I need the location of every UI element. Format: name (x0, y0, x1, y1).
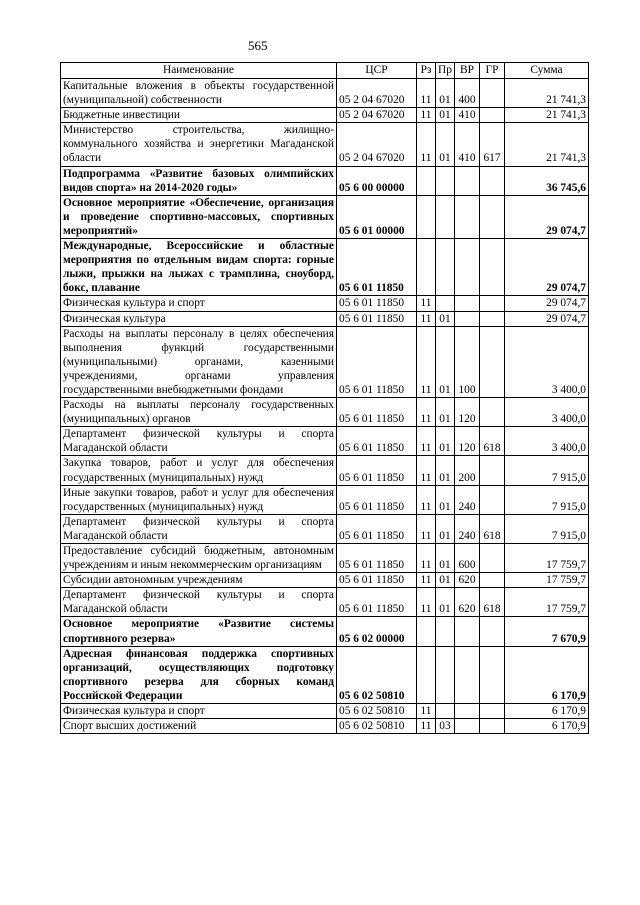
cell-name: Департамент физической культуры и спорта Магаданской области (61, 514, 337, 543)
table-body (61, 79, 589, 734)
cell-sum: 3 400,0 (505, 427, 589, 456)
cell-csr: 05 6 01 11850 (337, 588, 417, 617)
cell-gr (480, 398, 505, 427)
cell-pr: 01 (436, 79, 455, 108)
cell-csr: 05 6 01 11850 (337, 398, 417, 427)
table-row (61, 311, 589, 326)
cell-vr: 600 (455, 544, 480, 573)
cell-csr: 05 6 01 11850 (337, 296, 417, 311)
cell-sum: 17 759,7 (505, 588, 589, 617)
cell-pr: 01 (436, 108, 455, 123)
cell-vr (455, 617, 480, 646)
table-row (61, 456, 589, 485)
header-vr: ВР (455, 63, 480, 79)
cell-rz: 11 (417, 704, 436, 719)
table-row (61, 573, 589, 588)
cell-csr: 05 6 02 50810 (337, 704, 417, 719)
cell-csr: 05 6 01 11850 (337, 514, 417, 543)
cell-csr: 05 6 02 00000 (337, 617, 417, 646)
cell-sum: 6 170,9 (505, 719, 589, 734)
cell-gr (480, 456, 505, 485)
cell-csr: 05 6 00 00000 (337, 166, 417, 195)
header-pr: Пр (436, 63, 455, 79)
cell-pr: 03 (436, 719, 455, 734)
cell-gr: 618 (480, 514, 505, 543)
table-row (61, 326, 589, 397)
cell-gr (480, 239, 505, 296)
cell-rz: 11 (417, 573, 436, 588)
table-row (61, 195, 589, 238)
cell-vr (455, 719, 480, 734)
cell-gr (480, 326, 505, 397)
cell-sum: 17 759,7 (505, 573, 589, 588)
cell-pr (436, 704, 455, 719)
cell-name: Спорт высших достижений (61, 719, 337, 734)
table-row (61, 617, 589, 646)
cell-pr: 01 (436, 588, 455, 617)
cell-csr: 05 6 01 11850 (337, 544, 417, 573)
cell-vr: 240 (455, 514, 480, 543)
cell-vr: 410 (455, 108, 480, 123)
cell-pr: 01 (436, 514, 455, 543)
cell-rz: 11 (417, 427, 436, 456)
cell-vr (455, 646, 480, 703)
cell-rz: 11 (417, 544, 436, 573)
cell-sum: 29 074,7 (505, 311, 589, 326)
cell-sum: 3 400,0 (505, 326, 589, 397)
cell-rz (417, 239, 436, 296)
cell-vr: 100 (455, 326, 480, 397)
cell-csr: 05 6 01 00000 (337, 195, 417, 238)
cell-gr (480, 108, 505, 123)
cell-sum: 6 170,9 (505, 646, 589, 703)
page-number: 565 (248, 38, 268, 53)
cell-name: Закупка товаров, работ и услуг для обеспечения государственных (муниципальных) нужд (61, 456, 337, 485)
cell-gr (480, 573, 505, 588)
header-row (61, 63, 589, 79)
header-rz: Рз (417, 63, 436, 79)
cell-rz: 11 (417, 456, 436, 485)
cell-csr: 05 6 01 11850 (337, 456, 417, 485)
cell-vr (455, 166, 480, 195)
table-row (61, 544, 589, 573)
cell-csr: 05 2 04 67020 (337, 108, 417, 123)
cell-sum: 36 745,6 (505, 166, 589, 195)
cell-sum: 21 741,3 (505, 108, 589, 123)
header-gr: ГР (480, 63, 505, 79)
cell-vr: 120 (455, 398, 480, 427)
cell-csr: 05 6 01 11850 (337, 485, 417, 514)
table-row (61, 704, 589, 719)
table-row (61, 514, 589, 543)
cell-sum: 6 170,9 (505, 704, 589, 719)
table-row (61, 427, 589, 456)
cell-sum: 7 670,9 (505, 617, 589, 646)
cell-rz: 11 (417, 326, 436, 397)
cell-name: Иные закупки товаров, работ и услуг для обеспечения государственных (муниципальных) нужд (61, 485, 337, 514)
cell-name: Предоставление субсидий бюджетным, автономным учреждениям и иным некоммерческим организациям (61, 544, 337, 573)
cell-csr: 05 2 04 67020 (337, 123, 417, 166)
cell-pr (436, 617, 455, 646)
cell-name: Физическая культура и спорт (61, 704, 337, 719)
cell-vr (455, 311, 480, 326)
cell-pr: 01 (436, 427, 455, 456)
cell-rz: 11 (417, 485, 436, 514)
cell-vr (455, 704, 480, 719)
table-row (61, 398, 589, 427)
cell-csr: 05 6 01 11850 (337, 311, 417, 326)
cell-gr (480, 544, 505, 573)
cell-name: Бюджетные инвестиции (61, 108, 337, 123)
cell-name: Министерство строительства, жилищно-коммунального хозяйства и энергетики Магаданской области (61, 123, 337, 166)
cell-rz: 11 (417, 108, 436, 123)
cell-name: Основное мероприятие «Развитие системы спортивного резерва» (61, 617, 337, 646)
cell-name: Адресная финансовая поддержка спортивных организаций, осуществляющих подготовку спортивного резерва для сборных команд Российской Федерации (61, 646, 337, 703)
header-sum: Сумма (505, 63, 589, 79)
cell-gr: 618 (480, 588, 505, 617)
cell-gr (480, 646, 505, 703)
table-row (61, 239, 589, 296)
cell-pr: 01 (436, 573, 455, 588)
cell-name: Физическая культура (61, 311, 337, 326)
cell-gr (480, 166, 505, 195)
cell-rz: 11 (417, 123, 436, 166)
cell-sum: 21 741,3 (505, 123, 589, 166)
cell-pr: 01 (436, 485, 455, 514)
cell-pr: 01 (436, 398, 455, 427)
cell-gr (480, 704, 505, 719)
cell-pr: 01 (436, 123, 455, 166)
cell-vr: 620 (455, 573, 480, 588)
cell-vr: 200 (455, 456, 480, 485)
cell-vr: 400 (455, 79, 480, 108)
budget-table (60, 62, 589, 734)
cell-name: Подпрограмма «Развитие базовых олимпийских видов спорта» на 2014-2020 годы» (61, 166, 337, 195)
header-csr: ЦСР (337, 63, 417, 79)
cell-gr (480, 311, 505, 326)
cell-gr (480, 719, 505, 734)
cell-name: Основное мероприятие «Обеспечение, организация и проведение спортивно-массовых, спортивных мероприятий» (61, 195, 337, 238)
table-row (61, 646, 589, 703)
cell-vr: 620 (455, 588, 480, 617)
cell-vr (455, 296, 480, 311)
cell-rz: 11 (417, 588, 436, 617)
cell-rz (417, 617, 436, 646)
cell-csr: 05 6 01 11850 (337, 427, 417, 456)
cell-pr (436, 166, 455, 195)
table-row (61, 719, 589, 734)
cell-vr (455, 239, 480, 296)
table-row (61, 296, 589, 311)
cell-csr: 05 6 02 50810 (337, 646, 417, 703)
table-row (61, 79, 589, 108)
cell-sum: 29 074,7 (505, 296, 589, 311)
cell-name: Капитальные вложения в объекты государственной (муниципальной) собственности (61, 79, 337, 108)
cell-pr: 01 (436, 311, 455, 326)
cell-gr (480, 79, 505, 108)
cell-name: Расходы на выплаты персоналу государственных (муниципальных) органов (61, 398, 337, 427)
cell-pr: 01 (436, 456, 455, 485)
cell-pr: 01 (436, 326, 455, 397)
table-row (61, 108, 589, 123)
cell-rz (417, 195, 436, 238)
header-name: Наименование (61, 63, 337, 79)
table-row (61, 166, 589, 195)
cell-vr: 120 (455, 427, 480, 456)
cell-sum: 7 915,0 (505, 485, 589, 514)
cell-rz (417, 166, 436, 195)
cell-rz: 11 (417, 514, 436, 543)
cell-sum: 29 074,7 (505, 239, 589, 296)
cell-sum: 7 915,0 (505, 514, 589, 543)
table-row (61, 588, 589, 617)
cell-rz: 11 (417, 311, 436, 326)
cell-sum: 29 074,7 (505, 195, 589, 238)
cell-gr: 617 (480, 123, 505, 166)
cell-csr: 05 6 01 11850 (337, 326, 417, 397)
cell-vr (455, 195, 480, 238)
cell-sum: 21 741,3 (505, 79, 589, 108)
cell-name: Международные, Всероссийские и областные мероприятия по отдельным видам спорта: горные лыжи, прыжки на лыжах с трамплина, сноуборд, бокс, плавание (61, 239, 337, 296)
cell-name: Департамент физической культуры и спорта Магаданской области (61, 427, 337, 456)
cell-vr: 240 (455, 485, 480, 514)
cell-gr (480, 485, 505, 514)
cell-name: Субсидии автономным учреждениям (61, 573, 337, 588)
cell-pr (436, 296, 455, 311)
cell-name: Расходы на выплаты персоналу в целях обеспечения выполнения функций государственными (муниципальными) органами, казенными учреждениями, органами управления государственными внебюджетными фондами (61, 326, 337, 397)
cell-rz: 11 (417, 719, 436, 734)
cell-csr: 05 2 04 67020 (337, 79, 417, 108)
cell-sum: 3 400,0 (505, 398, 589, 427)
cell-rz (417, 646, 436, 703)
cell-csr: 05 6 01 11850 (337, 573, 417, 588)
cell-gr (480, 296, 505, 311)
cell-pr (436, 195, 455, 238)
table-row (61, 123, 589, 166)
cell-gr: 618 (480, 427, 505, 456)
cell-name: Физическая культура и спорт (61, 296, 337, 311)
cell-gr (480, 195, 505, 238)
cell-gr (480, 617, 505, 646)
cell-pr (436, 646, 455, 703)
table-row (61, 485, 589, 514)
cell-vr: 410 (455, 123, 480, 166)
cell-csr: 05 6 02 50810 (337, 719, 417, 734)
cell-rz: 11 (417, 398, 436, 427)
cell-sum: 17 759,7 (505, 544, 589, 573)
cell-name: Департамент физической культуры и спорта Магаданской области (61, 588, 337, 617)
cell-csr: 05 6 01 11850 (337, 239, 417, 296)
cell-rz: 11 (417, 296, 436, 311)
cell-rz: 11 (417, 79, 436, 108)
cell-sum: 7 915,0 (505, 456, 589, 485)
cell-pr (436, 239, 455, 296)
cell-pr: 01 (436, 544, 455, 573)
